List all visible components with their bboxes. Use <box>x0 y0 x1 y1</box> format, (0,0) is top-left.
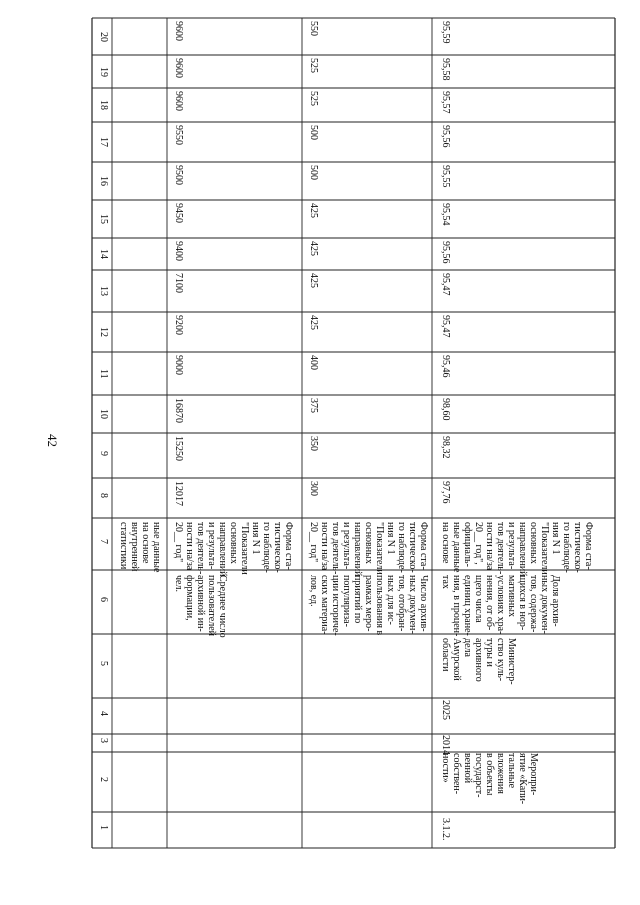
value-cell: 400 <box>308 355 319 370</box>
page-number: 42 <box>45 434 60 447</box>
value-cell: 95,47 <box>440 315 451 338</box>
value-cell: 9600 <box>173 21 184 41</box>
value-cell: 95,56 <box>440 241 451 264</box>
value-cell: 9000 <box>173 355 184 375</box>
row-d-source: Форма ста- тистическо- го наблюде- ния N 1 "Показатели основных направлений и результа- тов деятель- ности на/за 20__ год", официаль- ные данные на основе <box>440 522 594 577</box>
value-cell: 95,55 <box>440 165 451 188</box>
value-cell: 16870 <box>173 398 184 423</box>
header-cell: 3 <box>98 738 109 743</box>
header-cell: 7 <box>98 539 109 544</box>
row-d-end-year: 2025 <box>440 700 451 720</box>
value-cell: 97,76 <box>440 481 451 504</box>
value-cell: 525 <box>308 58 319 73</box>
value-cell: 95,47 <box>440 273 451 296</box>
value-cell: 425 <box>308 273 319 288</box>
value-cell: 300 <box>308 481 319 496</box>
header-cell: 2 <box>98 777 109 782</box>
header-cell: 12 <box>98 327 109 337</box>
value-cell: 95,46 <box>440 355 451 378</box>
value-cell: 375 <box>308 398 319 413</box>
row-d-start-year: 2014 <box>440 735 451 755</box>
value-cell: 95,57 <box>440 91 451 114</box>
value-cell: 95,58 <box>440 58 451 81</box>
value-cell: 9550 <box>173 125 184 145</box>
header-cell: 18 <box>98 100 109 110</box>
header-cell: 5 <box>98 661 109 666</box>
header-cell: 13 <box>98 286 109 296</box>
header-cell: 19 <box>98 67 109 77</box>
value-cell: 98,60 <box>440 398 451 421</box>
value-cell: 95,59 <box>440 21 451 44</box>
value-cell: 425 <box>308 315 319 330</box>
value-cell: 95,56 <box>440 125 451 148</box>
value-cell: 550 <box>308 21 319 36</box>
value-cell: 7100 <box>173 273 184 293</box>
header-cell: 10 <box>98 409 109 419</box>
row-d-number: 3.1.2. <box>440 818 451 841</box>
header-cell: 11 <box>98 369 109 379</box>
header-cell: 6 <box>98 597 109 602</box>
value-cell: 9600 <box>173 58 184 78</box>
header-cell: 17 <box>98 137 109 147</box>
value-cell: 425 <box>308 241 319 256</box>
row-c-indicator: Число архив- ных докумен- тов, отобран- ных для ис- пользования в рамках меро- приятий по популяриза- ции историче- ских материа- лов, ед. <box>308 575 429 636</box>
value-cell: 12017 <box>173 481 184 506</box>
value-cell: 500 <box>308 165 319 180</box>
header-cell: 15 <box>98 214 109 224</box>
header-cell: 20 <box>98 32 109 42</box>
header-cell: 16 <box>98 176 109 186</box>
value-cell: 350 <box>308 436 319 451</box>
row-c-source: Форма ста- тистическо- го наблюде- ния N 1 "Показатели основных направлений и результа- тов деятель- ности на/за 20__ год" <box>308 522 429 577</box>
row-a-col7: ные данные на основе внутренней статистики <box>118 522 162 573</box>
value-cell: 98,32 <box>440 436 451 459</box>
row-b-source: Форма ста- тистическо- го наблюде- ния N 1 "Показатели основных направлений и результа- тов деятель- ности на/за 20__ год" <box>173 522 294 577</box>
header-cell: 14 <box>98 249 109 259</box>
value-cell: 9200 <box>173 315 184 335</box>
header-cell: 8 <box>98 493 109 498</box>
value-cell: 9450 <box>173 203 184 223</box>
row-d-indicator: Доля архив- ных докумен- тов, содержа- щихся в нор- мативных условиях хра- нения, от об- щего числа единиц хране- ния, в процен- тах <box>440 575 561 637</box>
value-cell: 15250 <box>173 436 184 461</box>
value-cell: 9500 <box>173 165 184 185</box>
row-d-executor: Министер- ство куль- туры и архивного дела Амурской области <box>440 638 517 685</box>
value-cell: 95,54 <box>440 203 451 226</box>
header-cell: 1 <box>98 825 109 830</box>
value-cell: 9600 <box>173 91 184 111</box>
value-cell: 425 <box>308 203 319 218</box>
value-cell: 525 <box>308 91 319 106</box>
row-d-activity: Меропри- ятие «Капи- тальные вложения в объекты государст- венной собствен- ности» <box>440 753 539 805</box>
value-cell: 500 <box>308 125 319 140</box>
value-cell: 9400 <box>173 241 184 261</box>
header-cell: 9 <box>98 451 109 456</box>
row-b-indicator: Среднее число пользователей архивной ин- формации, чел. <box>173 575 228 638</box>
header-cell: 4 <box>98 711 109 716</box>
